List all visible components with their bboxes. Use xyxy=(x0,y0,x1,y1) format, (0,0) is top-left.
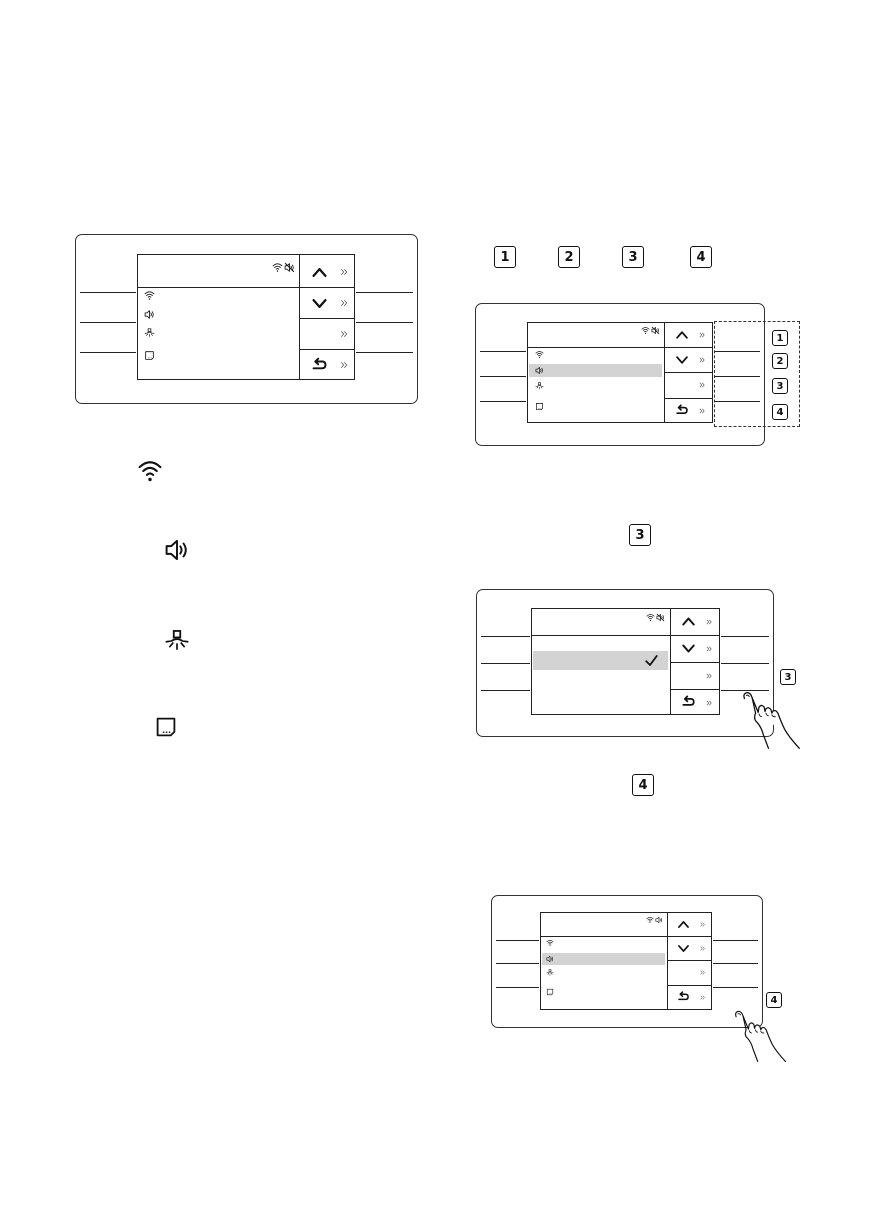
mute-icon xyxy=(656,613,665,622)
button-number-4: 4 xyxy=(766,992,782,1008)
double-chevron-icon xyxy=(339,298,349,308)
double-chevron-icon xyxy=(698,331,706,339)
lamp-icon xyxy=(546,969,554,977)
double-chevron-icon xyxy=(339,329,349,339)
double-chevron-icon xyxy=(705,699,713,707)
note-icon xyxy=(154,715,178,739)
down-arrow-icon[interactable] xyxy=(311,295,328,312)
double-chevron-icon xyxy=(699,994,706,1001)
speaker-icon xyxy=(164,537,190,563)
speaker-icon xyxy=(535,366,544,375)
legend-number-1: 1 xyxy=(494,246,516,268)
double-chevron-icon xyxy=(699,945,706,952)
check-icon xyxy=(644,653,659,668)
double-chevron-icon xyxy=(698,381,706,389)
wifi-icon xyxy=(144,290,155,301)
wifi-icon xyxy=(546,939,554,947)
legend-number-3: 3 xyxy=(622,246,644,268)
double-chevron-icon xyxy=(705,645,713,653)
mute-icon xyxy=(651,326,660,335)
speaker-icon xyxy=(144,309,155,320)
double-chevron-icon xyxy=(699,969,706,976)
wifi-icon xyxy=(272,262,283,273)
up-arrow-icon[interactable] xyxy=(677,918,690,931)
back-arrow-icon[interactable] xyxy=(675,403,689,417)
button-number-4: 4 xyxy=(772,404,788,420)
wifi-icon xyxy=(646,916,654,924)
double-chevron-icon xyxy=(699,921,706,928)
lamp-icon xyxy=(535,382,544,391)
back-arrow-icon[interactable] xyxy=(677,990,690,1003)
speaker-icon xyxy=(655,916,663,924)
double-chevron-icon xyxy=(705,672,713,680)
down-arrow-icon[interactable] xyxy=(675,353,689,367)
double-chevron-icon xyxy=(705,618,713,626)
button-number-2: 2 xyxy=(772,353,788,369)
callout-number-4: 4 xyxy=(632,774,654,796)
wifi-icon xyxy=(535,350,544,359)
note-icon xyxy=(546,988,554,996)
wifi-icon xyxy=(137,458,163,484)
highlighted-row xyxy=(529,364,662,377)
back-arrow-icon[interactable] xyxy=(681,694,696,709)
mute-icon xyxy=(284,262,295,273)
up-arrow-icon[interactable] xyxy=(675,328,689,342)
double-chevron-icon xyxy=(339,267,349,277)
lamp-icon xyxy=(144,328,155,339)
double-chevron-icon xyxy=(339,360,349,370)
speaker-icon xyxy=(546,955,554,963)
wifi-icon xyxy=(646,613,655,622)
double-chevron-icon xyxy=(698,407,706,415)
double-chevron-icon xyxy=(698,356,706,364)
button-number-3: 3 xyxy=(780,669,796,685)
down-arrow-icon[interactable] xyxy=(681,641,696,656)
legend-number-4: 4 xyxy=(690,246,712,268)
wifi-icon xyxy=(641,326,650,335)
up-arrow-icon[interactable] xyxy=(311,264,328,281)
button-number-1: 1 xyxy=(772,330,788,346)
back-arrow-icon[interactable] xyxy=(311,356,328,373)
note-icon xyxy=(535,402,544,411)
up-arrow-icon[interactable] xyxy=(681,614,696,629)
highlighted-row xyxy=(542,953,665,965)
button-number-3: 3 xyxy=(772,378,788,394)
down-arrow-icon[interactable] xyxy=(677,942,690,955)
legend-number-2: 2 xyxy=(558,246,580,268)
finger-press-icon xyxy=(741,690,801,750)
finger-press-icon xyxy=(733,1006,787,1066)
lamp-icon xyxy=(164,629,190,655)
note-icon xyxy=(144,350,155,361)
callout-number-3: 3 xyxy=(629,524,651,546)
